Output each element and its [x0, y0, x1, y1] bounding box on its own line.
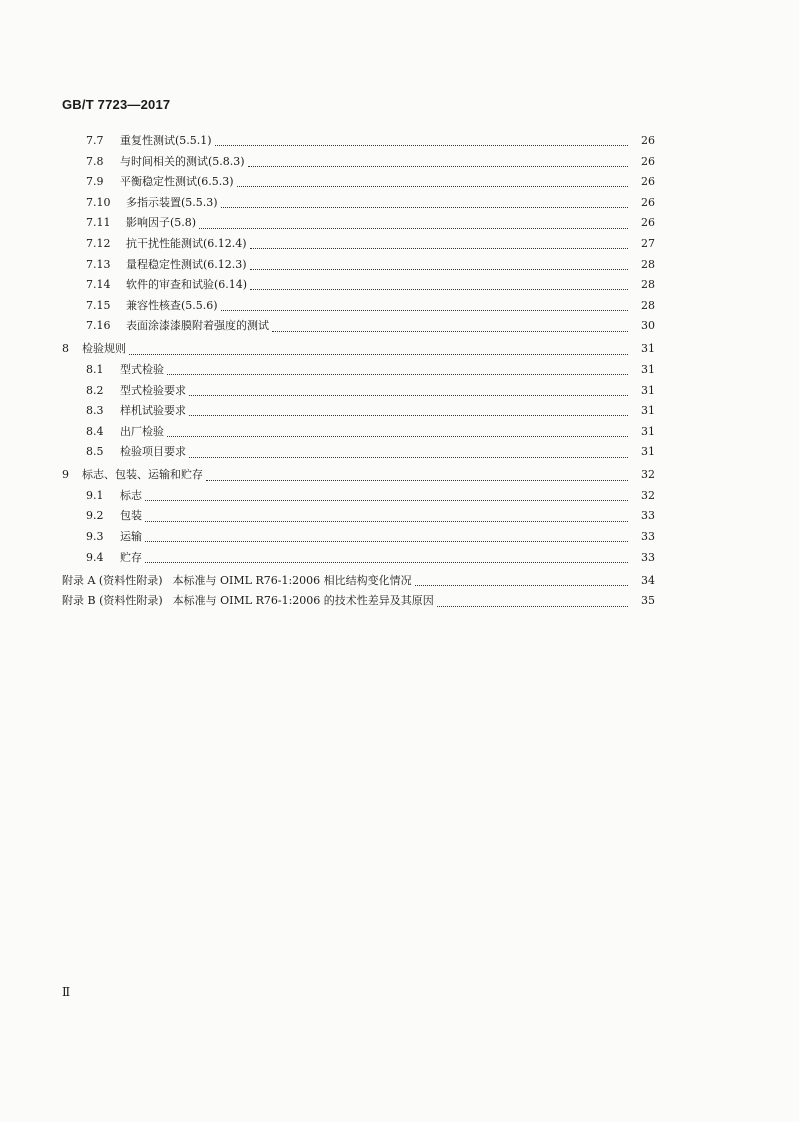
toc-leader-dots	[199, 227, 628, 229]
toc-entry-page: 30	[641, 319, 655, 333]
toc-leader-dots	[145, 499, 628, 501]
toc-entry-page: 26	[641, 134, 655, 147]
toc-entry-page: 27	[641, 236, 655, 250]
toc-entry[interactable]	[62, 422, 655, 443]
toc-entry-page: 33	[641, 550, 655, 564]
toc-entry-title: 检验项目要求	[120, 445, 186, 459]
toc-entry-title: 标志、包装、运输和贮存	[82, 468, 203, 482]
toc-entry[interactable]	[62, 486, 655, 507]
toc-entry-number: 9.2	[86, 509, 104, 523]
toc-entry[interactable]	[62, 152, 655, 173]
toc-entry[interactable]	[62, 401, 655, 422]
toc-entry-number: 8	[62, 342, 69, 356]
toc-entry[interactable]	[62, 255, 655, 276]
toc-leader-dots	[272, 330, 628, 332]
toc-leader-dots	[167, 435, 628, 437]
toc-entry-title: 检验规则	[82, 342, 126, 356]
toc-leader-dots	[145, 520, 628, 522]
toc-entry[interactable]	[62, 571, 655, 592]
toc-entry-title: 影响因子(5.8)	[126, 216, 197, 230]
toc-leader-dots	[145, 561, 628, 563]
toc-entry-page: 26	[641, 216, 655, 230]
toc-entry-number: 7.7	[86, 134, 104, 147]
toc-entry[interactable]	[62, 213, 655, 234]
toc-entry[interactable]	[62, 442, 655, 463]
toc-leader-dots	[215, 144, 628, 146]
toc-entry-title: 贮存	[120, 550, 142, 564]
toc-entry-page: 26	[641, 154, 655, 168]
toc-entry-title: 包装	[120, 509, 142, 523]
toc-entry-title: 本标准与 OIML R76-1:2006 相比结构变化情况	[172, 573, 412, 587]
toc-leader-dots	[145, 540, 628, 542]
toc-entry[interactable]	[62, 172, 655, 193]
toc-entry-title: 标志	[120, 488, 142, 502]
toc-entry-title: 平衡稳定性测试(6.5.3)	[120, 175, 234, 189]
toc-entry-number: 7.11	[86, 216, 111, 230]
toc-entry[interactable]	[62, 548, 655, 569]
toc-entry-title: 软件的审查和试验(6.14)	[126, 278, 248, 292]
toc-entry[interactable]	[62, 591, 655, 612]
toc-entry[interactable]	[62, 465, 655, 486]
toc-entry-number: 9.3	[86, 530, 104, 544]
toc-entry-page: 33	[641, 530, 655, 544]
toc-entry-number: 7.15	[86, 298, 111, 312]
toc-entry[interactable]	[62, 316, 655, 337]
toc-entry-number: 8.5	[86, 445, 104, 459]
page-number-roman: Ⅱ	[62, 985, 71, 999]
toc-leader-dots	[248, 165, 628, 167]
toc-entry-page: 33	[641, 509, 655, 523]
toc-leader-dots	[250, 288, 628, 290]
toc-entry[interactable]	[62, 527, 655, 548]
toc-entry-number: 9.1	[86, 488, 104, 502]
toc-entry[interactable]	[62, 275, 655, 296]
toc-leader-dots	[437, 605, 628, 607]
toc-entry-number: 7.16	[86, 319, 111, 333]
toc-entry[interactable]	[62, 131, 655, 152]
toc-entry[interactable]	[62, 296, 655, 317]
toc-entry-page: 31	[641, 404, 655, 418]
toc-entry-number: 7.8	[86, 154, 104, 168]
toc-entry-number: 8.1	[86, 362, 104, 376]
toc-entry-number: 9	[62, 468, 69, 482]
toc-leader-dots	[129, 353, 628, 355]
toc-entry-number: 7.10	[86, 195, 111, 209]
toc-entry-page: 32	[641, 488, 655, 502]
toc-entry-number: 附录 B (资料性附录)	[62, 594, 163, 608]
toc-entry[interactable]	[62, 381, 655, 402]
toc-entry[interactable]	[62, 506, 655, 527]
toc-leader-dots	[237, 185, 628, 187]
toc-entry-page: 31	[641, 445, 655, 459]
toc-leader-dots	[189, 414, 628, 416]
toc-entry-number: 7.9	[86, 175, 104, 189]
toc-entry-number: 附录 A (资料性附录)	[62, 573, 163, 587]
toc-leader-dots	[189, 394, 628, 396]
toc-entry-page: 26	[641, 175, 655, 189]
toc-entry-title: 运输	[120, 530, 142, 544]
toc-entry-title: 与时间相关的测试(5.8.3)	[120, 154, 245, 168]
toc-leader-dots	[250, 247, 628, 249]
toc-entry-title: 型式检验	[120, 362, 164, 376]
toc-entry-number: 7.12	[86, 236, 111, 250]
toc-entry-page: 31	[641, 362, 655, 376]
toc-entry[interactable]	[62, 193, 655, 214]
toc-entry-number: 8.4	[86, 424, 104, 438]
toc-leader-dots	[189, 456, 628, 458]
toc-entry-title: 型式检验要求	[120, 383, 186, 397]
toc-entry-page: 26	[641, 195, 655, 209]
toc-leader-dots	[167, 373, 628, 375]
toc-entry-page: 28	[641, 278, 655, 292]
toc-entry-number: 8.2	[86, 383, 104, 397]
toc-entry-number: 8.3	[86, 404, 104, 418]
toc-entry-page: 31	[641, 342, 655, 356]
toc-entry-title: 出厂检验	[120, 424, 164, 438]
table-of-contents	[62, 131, 655, 612]
toc-entry-number: 7.14	[86, 278, 111, 292]
toc-entry-page: 34	[641, 573, 655, 587]
toc-leader-dots	[250, 268, 628, 270]
toc-leader-dots	[415, 584, 628, 586]
toc-entry-title: 多指示装置(5.5.3)	[126, 195, 218, 209]
toc-entry-title: 表面涂漆漆膜附着强度的测试	[126, 319, 269, 333]
toc-entry[interactable]	[62, 234, 655, 255]
toc-entry-page: 32	[641, 468, 655, 482]
toc-leader-dots	[221, 309, 628, 311]
toc-entry-title: 兼容性核查(5.5.6)	[126, 298, 218, 312]
toc-entry-title: 本标准与 OIML R76-1:2006 的技术性差异及其原因	[172, 594, 434, 608]
toc-entry-title: 重复性测试(5.5.1)	[120, 134, 212, 147]
toc-entry-title: 样机试验要求	[120, 404, 186, 418]
toc-entry-page: 31	[641, 383, 655, 397]
toc-entry-title: 抗干扰性能测试(6.12.4)	[126, 236, 247, 250]
toc-entry[interactable]	[62, 360, 655, 381]
toc-entry-page: 35	[641, 594, 655, 608]
toc-leader-dots	[206, 479, 628, 481]
standard-code-header: GB/T 7723—2017	[62, 97, 171, 112]
toc-entry[interactable]	[62, 339, 655, 360]
toc-leader-dots	[221, 206, 628, 208]
toc-entry-number: 7.13	[86, 257, 111, 271]
toc-entry-number: 9.4	[86, 550, 104, 564]
toc-entry-title: 量程稳定性测试(6.12.3)	[126, 257, 247, 271]
toc-entry-page: 28	[641, 257, 655, 271]
toc-entry-page: 28	[641, 298, 655, 312]
toc-entry-page: 31	[641, 424, 655, 438]
